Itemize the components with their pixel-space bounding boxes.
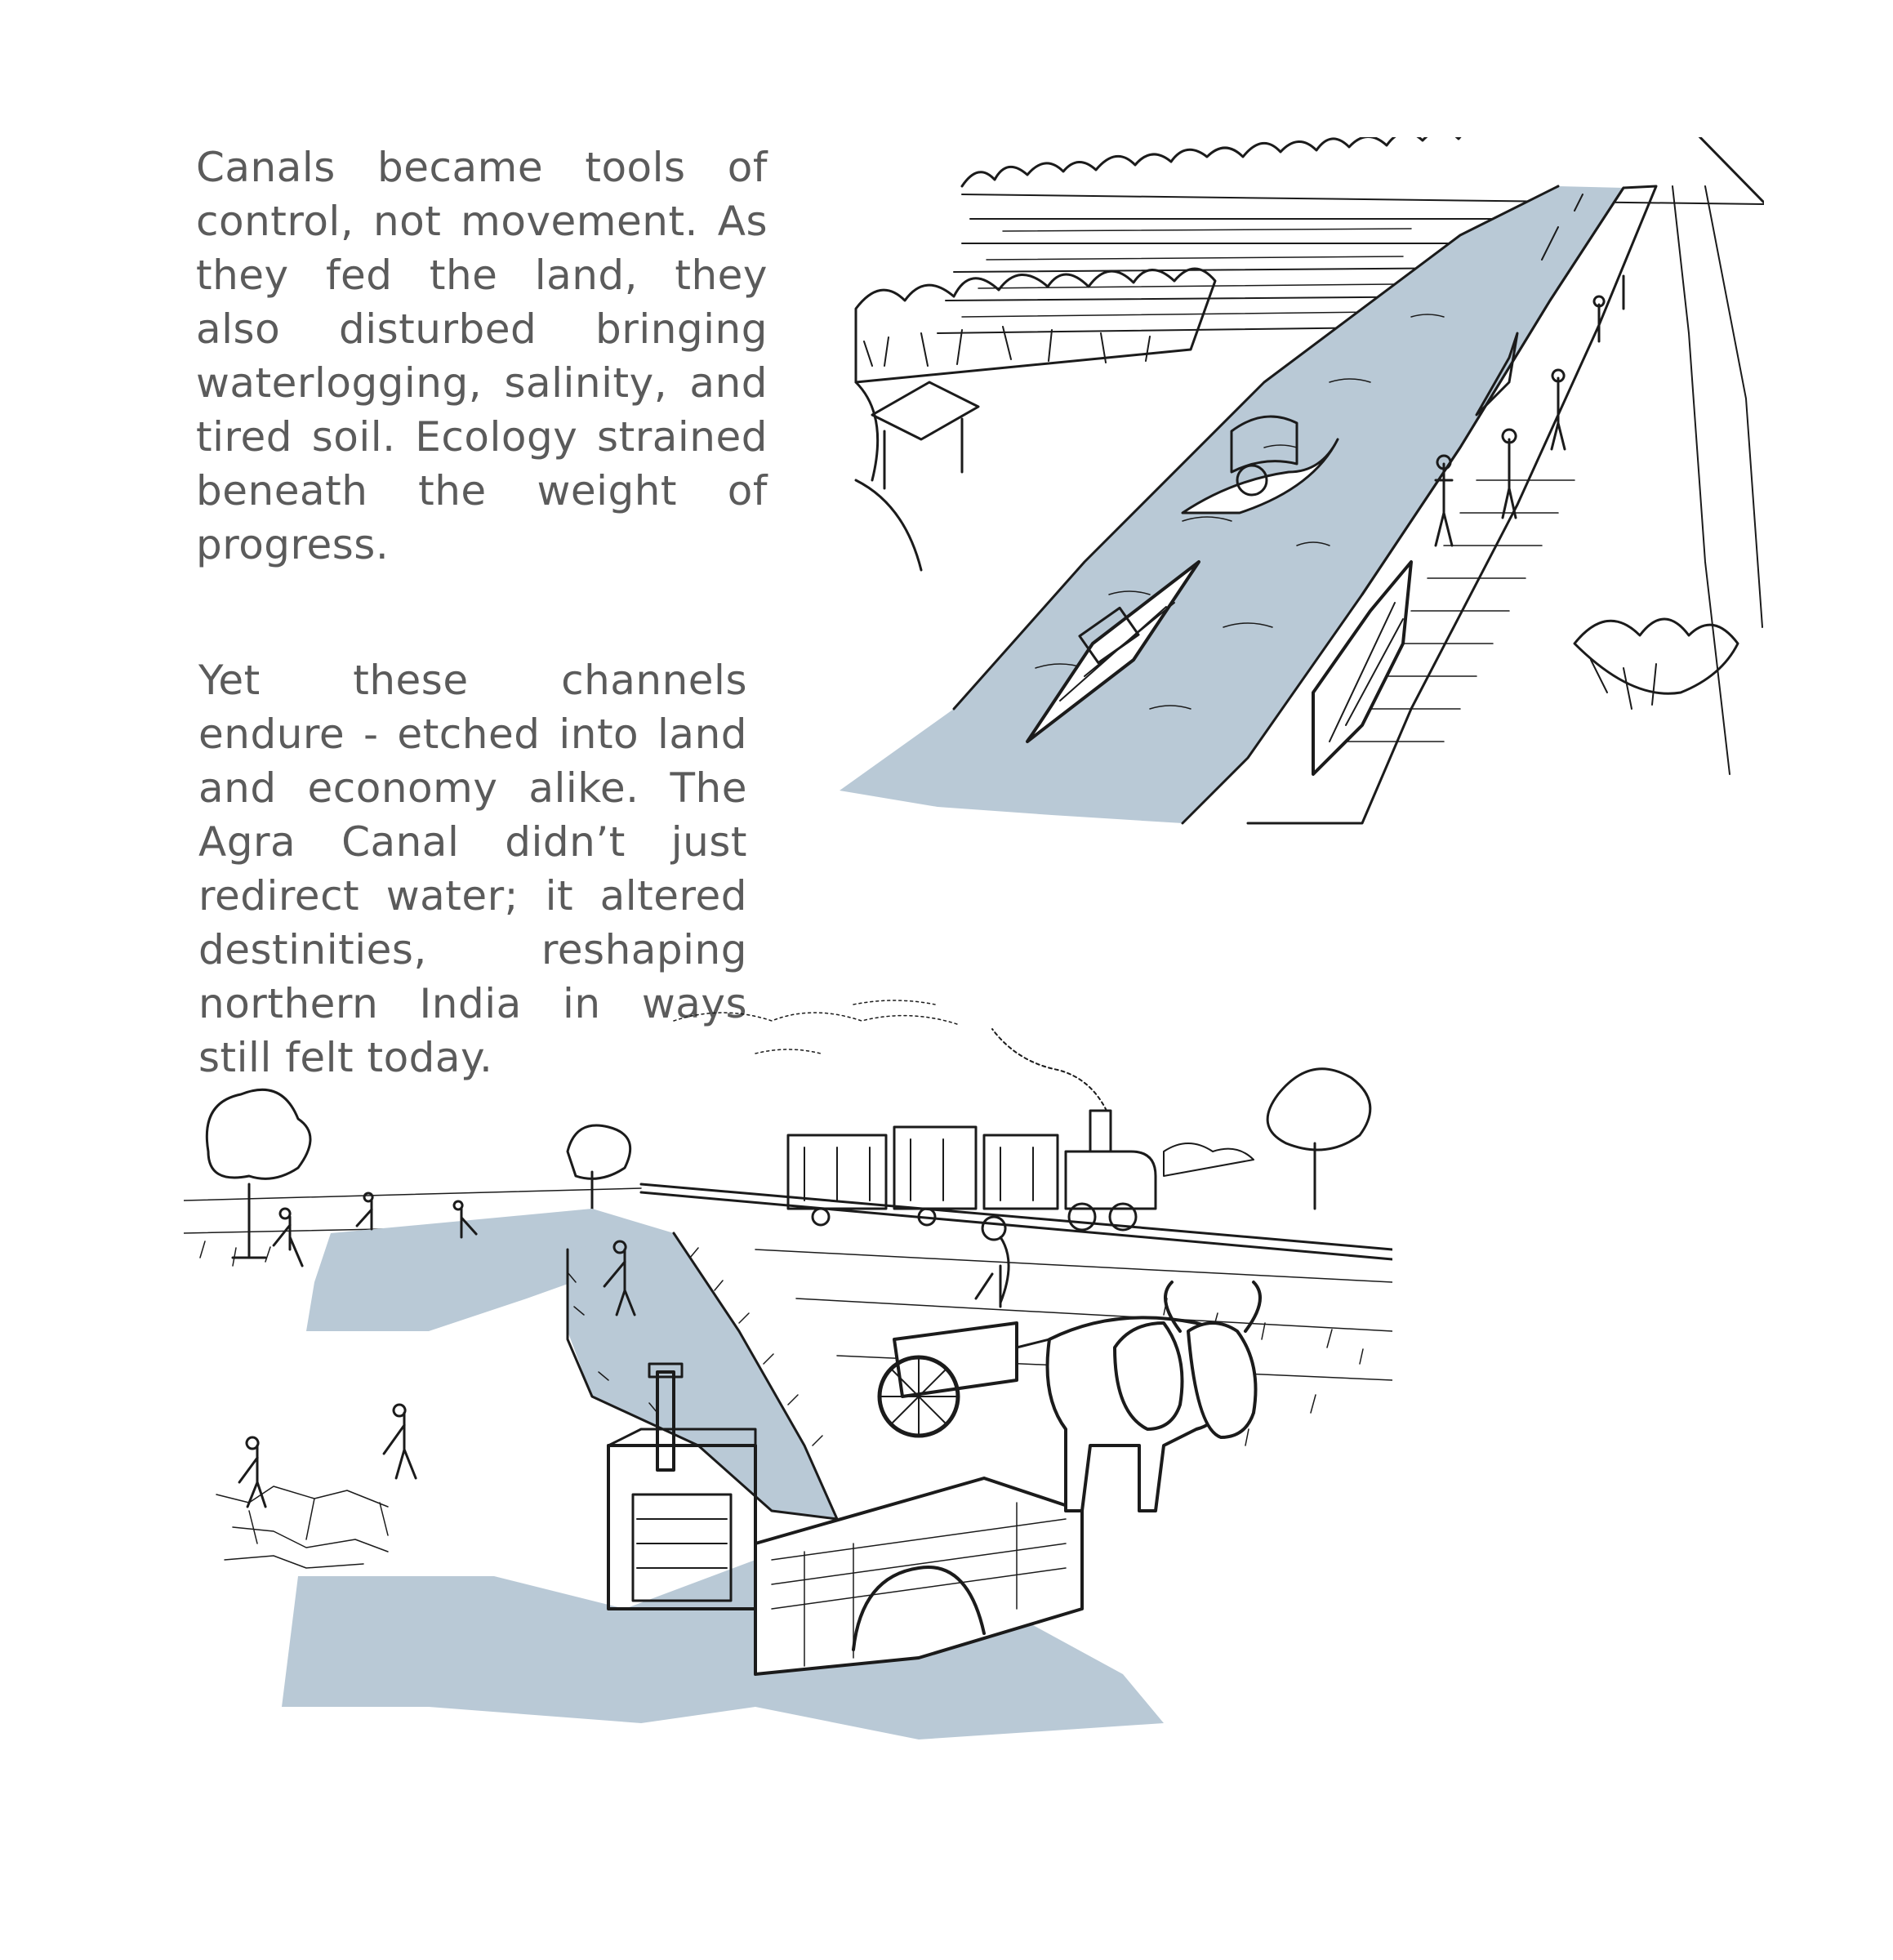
cracked-field	[216, 1486, 388, 1568]
hut	[872, 382, 978, 488]
canal-boats-illustration	[840, 137, 1764, 840]
paragraph-channels-endure: Yet these channels endure - etched into land and economy alike. The Agra Canal didn’t just redirect water; it altered destinities, reshaping northern India in ways still felt today.	[198, 657, 747, 1081]
oxen	[1048, 1282, 1261, 1511]
horizon-treeline	[962, 137, 1764, 204]
sky-clouds	[674, 1000, 960, 1054]
railway-track	[641, 1184, 1392, 1259]
right-trees	[1164, 1069, 1370, 1209]
steam-train	[788, 1029, 1156, 1230]
sluice-gate-illustration	[184, 988, 1392, 1772]
paragraph-canals-control: Canals became tools of control, not movement. As they fed the land, they also disturbed bringing waterlogging, salinity, and tired soil. Ecology strained beneath the weight of progress.	[196, 144, 768, 568]
